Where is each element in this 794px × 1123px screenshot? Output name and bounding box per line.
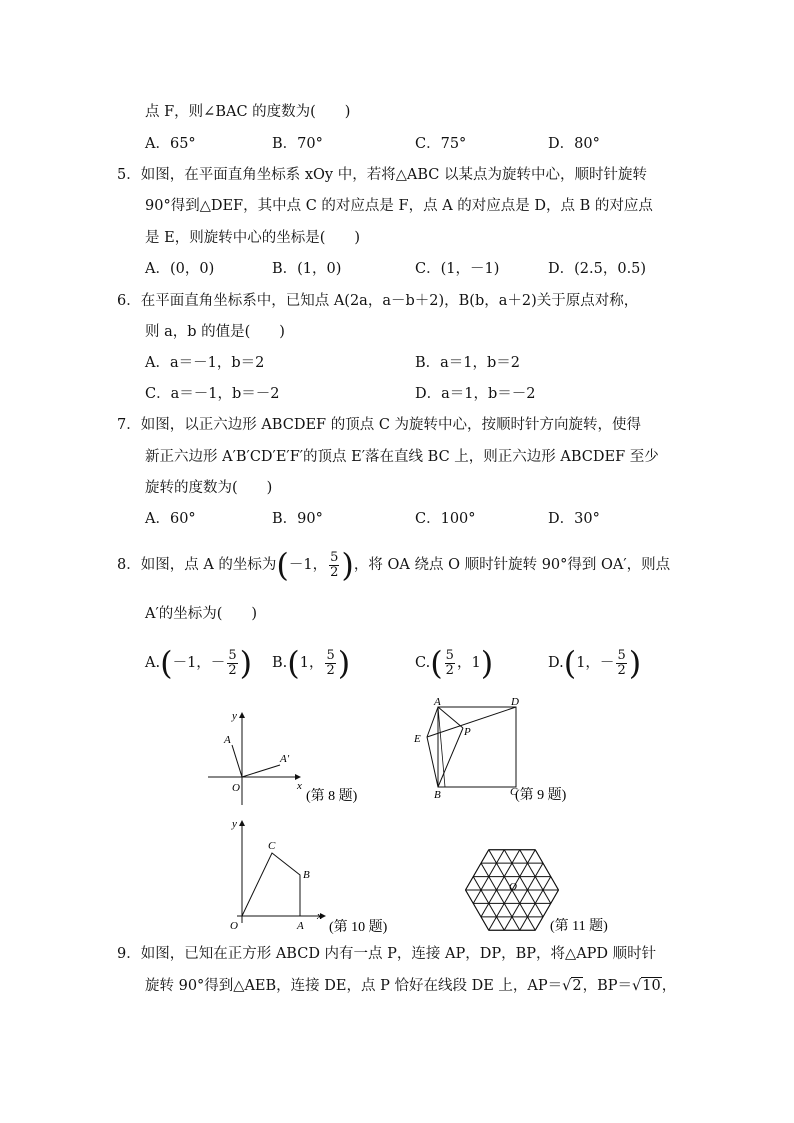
q8-option-b: B.(1， $\frac{5}{2}$ ) (272, 644, 351, 682)
sqrt-sign-icon: √ (632, 978, 642, 994)
q6-option-d: D．a＝1，b＝－2 (415, 386, 536, 402)
q8-post: ，将 OA 绕点 O 顺时针旋转 90°得到 OA′，则点 (353, 557, 671, 573)
fig9-label-a: A (434, 696, 441, 708)
q9-line-1: 9．如图，已知在正方形 ABCD 内有一点 P，连接 AP，DP，BP，将△APD 顺时针 (117, 946, 657, 962)
q9-line-2: 旋转 90°得到△AEB，连接 DE，点 P 恰好在线段 DE 上，AP＝√2，BP＝√10， (145, 978, 677, 994)
fig8-label-x: x (297, 780, 302, 792)
q9-root-1: 2 (572, 978, 582, 994)
figure-8 (200, 705, 375, 810)
fig9-square (438, 707, 516, 787)
q8-line-1: 8．如图，点 A 的坐标为(－1， $\frac{5}{2}$ )，将 OA 绕点 O 顺时针旋转 90°得到 OA′，则点 (117, 546, 671, 584)
fig10-caption: (第 10 题) (329, 920, 388, 935)
fig11-grid-line (481, 863, 520, 930)
q4-option-d: D．80° (548, 136, 600, 152)
q4-option-b: B．70° (272, 136, 323, 152)
fig9-label-b: B (434, 789, 441, 801)
q5-line-2: 90°得到△DEF，其中点 C 的对应点是 F，点 A 的对应点是 D，点 B 的对应点 (145, 198, 653, 214)
sqrt-sign-icon: √ (562, 978, 572, 994)
q7-option-d: D．30° (548, 511, 600, 527)
fig10-label-a: A (297, 920, 304, 932)
fig11-label-o: O (509, 881, 517, 893)
fig8-label-o: O (232, 782, 240, 794)
fig10-shape-ocba (242, 853, 300, 916)
fig9-label-e: E (414, 733, 421, 745)
fig8-label-a-prime: A′ (280, 753, 290, 765)
q4-option-a: A．65° (145, 136, 196, 152)
q7-line-2: 新正六边形 A′B′CD′E′F′的顶点 E′落在直线 BC 上，则正六边形 ABCDEF 至少 (145, 449, 659, 465)
fig8-segment-oa (232, 745, 242, 777)
q6-option-a: A．a＝－1，b＝2 (145, 355, 265, 371)
fig9-segment-ap (438, 707, 463, 728)
figure-9 (405, 695, 580, 810)
fig9-caption: (第 9 题) (515, 788, 567, 803)
q4-continuation: 点 F，则∠BAC 的度数为( ) (145, 104, 351, 120)
q5-option-c: C．(1，－1) (415, 261, 500, 277)
figure-11 (455, 850, 625, 935)
q6-line-1: 6．在平面直角坐标系中，已知点 A(2a，a－b＋2)，B(b，a＋2)关于原点对称， (117, 293, 639, 309)
q7-line-3: 旋转的度数为( ) (145, 480, 273, 496)
fig9-segment-eb (427, 737, 438, 787)
q8-fraction: $\frac{5}{2}$ (330, 549, 339, 580)
q5-line-3: 是 E，则旋转中心的坐标是( ) (145, 230, 361, 246)
q6-line-2: 则 a，b 的值是( ) (145, 324, 285, 340)
fig9-segment-bp (438, 728, 463, 787)
q8-option-d: D.(1，－ $\frac{5}{2}$ ) (548, 644, 642, 682)
fig8-label-y: y (232, 710, 237, 722)
q5-option-d: D．(2.5，0.5) (548, 261, 647, 277)
fig11-caption: (第 11 题) (550, 919, 608, 934)
q7-option-c: C．100° (415, 511, 476, 527)
fig8-label-a: A (224, 734, 231, 746)
fig9-segment-ae (427, 707, 438, 737)
q5-line-1: 5．如图，在平面直角坐标系 xOy 中，若将△ABC 以某点为旋转中心，顺时针旋转 (117, 167, 647, 183)
q6-option-c: C．a＝－1，b＝－2 (145, 386, 280, 402)
fig9-label-c: C (510, 786, 518, 798)
fig10-label-y: y (232, 818, 237, 830)
fig10-label-o: O (230, 920, 238, 932)
fig10-label-x: x (317, 910, 322, 922)
q6-option-b: B．a＝1，b＝2 (415, 355, 521, 371)
fig11-grid-line (504, 863, 543, 930)
q7-line-1: 7．如图，以正六边形 ABCDEF 的顶点 C 为旋转中心，按顺时针方向旋转，使得 (117, 417, 642, 433)
q5-option-b: B．(1，0) (272, 261, 342, 277)
figure-10 (225, 815, 405, 935)
fig8-caption: (第 8 题) (306, 789, 358, 804)
q7-option-b: B．90° (272, 511, 323, 527)
fig9-label-d: D (511, 696, 519, 708)
fig10-label-c: C (268, 840, 276, 852)
fig8-segment-oa-prime (242, 765, 280, 777)
fig9-label-p: P (464, 726, 471, 738)
q8-line-2: A′的坐标为( ) (145, 606, 258, 622)
q9-root-2: 10 (642, 978, 661, 994)
q4-option-c: C．75° (415, 136, 467, 152)
fig10-label-b: B (303, 869, 310, 881)
fig9-segment-ab-inner (438, 707, 445, 787)
q8-coord: －1， (288, 557, 328, 573)
q7-option-a: A．60° (145, 511, 196, 527)
q8-option-a: A.(－1，－ $\frac{5}{2}$ ) (145, 644, 253, 682)
q8-pre: 8．如图，点 A 的坐标为 (117, 557, 277, 573)
q8-option-c: C.( $\frac{5}{2}$ ，1) (415, 644, 494, 682)
q5-option-a: A．(0，0) (145, 261, 215, 277)
